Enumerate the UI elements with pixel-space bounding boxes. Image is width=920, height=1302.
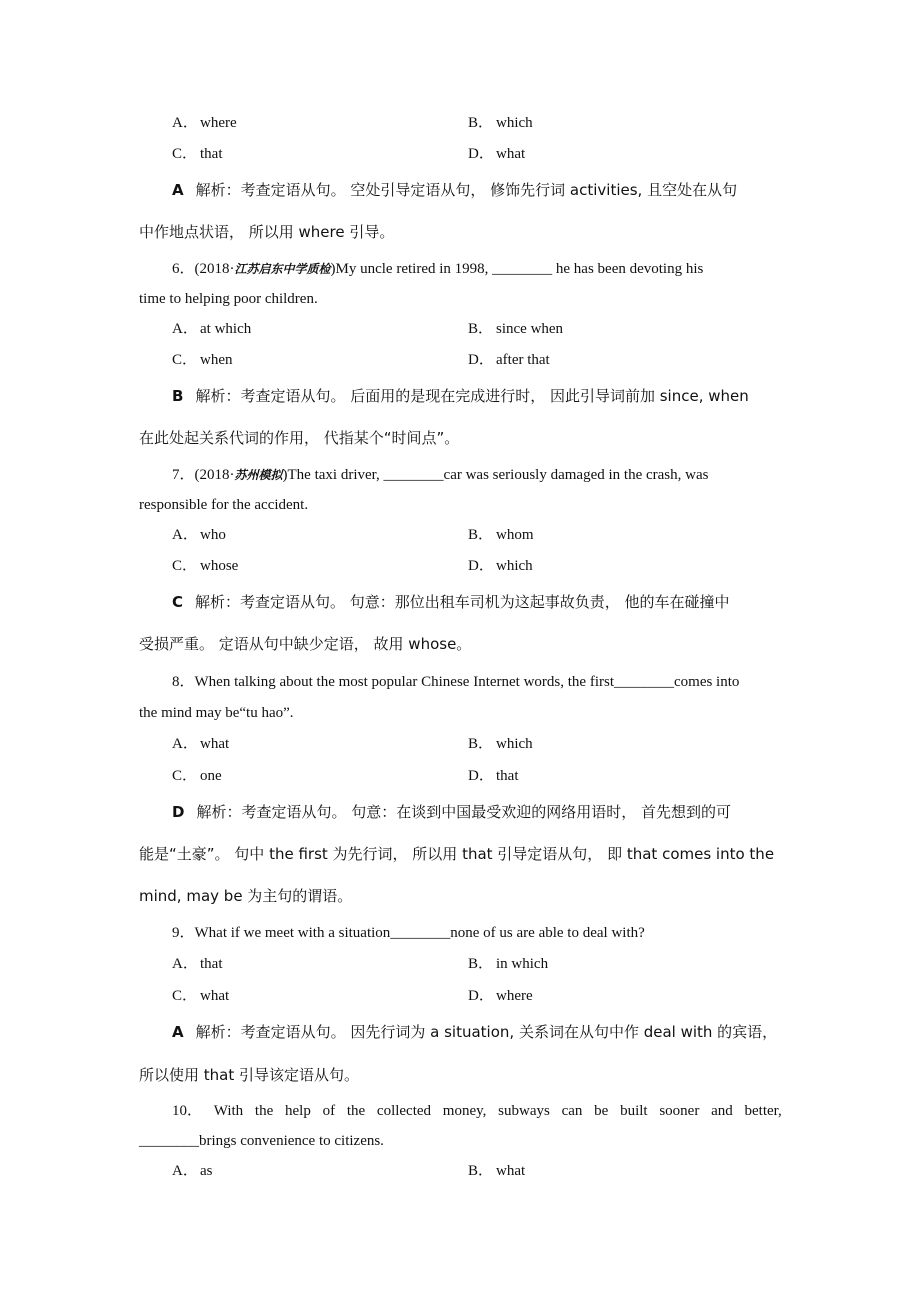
option-a: A． that (172, 956, 223, 972)
option-c: C． that (172, 146, 223, 162)
analysis-line: 中作地点状语， 所以用 where 引导。 (139, 223, 395, 241)
answer-key: A (172, 181, 184, 199)
question-stem: time to helping poor children. (139, 291, 318, 307)
question-stem: responsible for the accident. (139, 497, 309, 513)
analysis-line: 能是“土豪”。 句中 the first 为先行词， 所以用 that 引导定语从句， 即 that comes into the (139, 845, 775, 863)
analysis-line: D 解析：考查定语从句。 句意：在谈到中国最受欢迎的网络用语时， 首先想到的可 (172, 803, 731, 821)
analysis-line: A 解析：考查定语从句。 因先行词为 a situation, 关系词在从句中作 deal with 的宾语， (172, 1023, 778, 1041)
analysis-line: 在此处起关系代词的作用， 代指某个“时间点”。 (139, 429, 460, 447)
option-a: A． where (172, 115, 237, 131)
question-stem: 7．(2018·苏州模拟)The taxi driver, ________car was seriously damaged in the crash, was (172, 467, 709, 483)
option-b: B． whom (468, 527, 534, 543)
option-c: C． whose (172, 558, 239, 574)
answer-key: D (172, 803, 185, 821)
answer-key: C (172, 593, 184, 611)
option-c: C． one (172, 768, 222, 784)
option-a: A． who (172, 527, 226, 543)
option-b: B． which (468, 115, 533, 131)
option-c: C． when (172, 352, 233, 368)
question-stem: 6．(2018·江苏启东中学质检)My uncle retired in 1998, ________ he has been devoting his (172, 261, 704, 277)
option-b: B． what (468, 1163, 526, 1179)
option-d: D． what (468, 146, 526, 162)
question-stem: 9．What if we meet with a situation________none of us are able to deal with? (172, 925, 645, 941)
option-b: B． since when (468, 321, 564, 337)
analysis-line: A 解析：考查定语从句。 空处引导定语从句， 修饰先行词 activities, 且空处在从句 (172, 181, 738, 199)
option-d: D． after that (468, 352, 550, 368)
option-b: B． which (468, 736, 533, 752)
question-stem: ________brings convenience to citizens. (139, 1133, 384, 1149)
answer-key: B (172, 387, 184, 405)
option-a: A． as (172, 1163, 213, 1179)
question-stem: the mind may be“tu hao”. (139, 705, 294, 721)
option-a: A． at which (172, 321, 252, 337)
option-d: D． where (468, 988, 533, 1004)
option-a: A． what (172, 736, 230, 752)
question-source: 苏州模拟 (234, 468, 283, 482)
option-d: D． that (468, 768, 519, 784)
question-stem: 10． With the help of the collected money, subways can be built sooner and better, (172, 1103, 782, 1119)
question-stem: 8．When talking about the most popular Chinese Internet words, the first________comes into (172, 674, 740, 690)
option-d: D． which (468, 558, 533, 574)
analysis-line: 受损严重。 定语从句中缺少定语， 故用 whose。 (139, 635, 472, 653)
question-source: 江苏启东中学质检 (234, 262, 331, 276)
analysis-line: mind, may be 为主句的谓语。 (139, 887, 353, 905)
option-c: C． what (172, 988, 230, 1004)
analysis-line: B 解析：考查定语从句。 后面用的是现在完成进行时， 因此引导词前加 since, when (172, 387, 749, 405)
analysis-line: C 解析：考查定语从句。 句意：那位出租车司机为这起事故负责， 他的车在碰撞中 (172, 593, 730, 611)
answer-key: A (172, 1023, 184, 1041)
analysis-line: 所以使用 that 引导该定语从句。 (139, 1066, 359, 1084)
option-b: B． in which (468, 956, 549, 972)
